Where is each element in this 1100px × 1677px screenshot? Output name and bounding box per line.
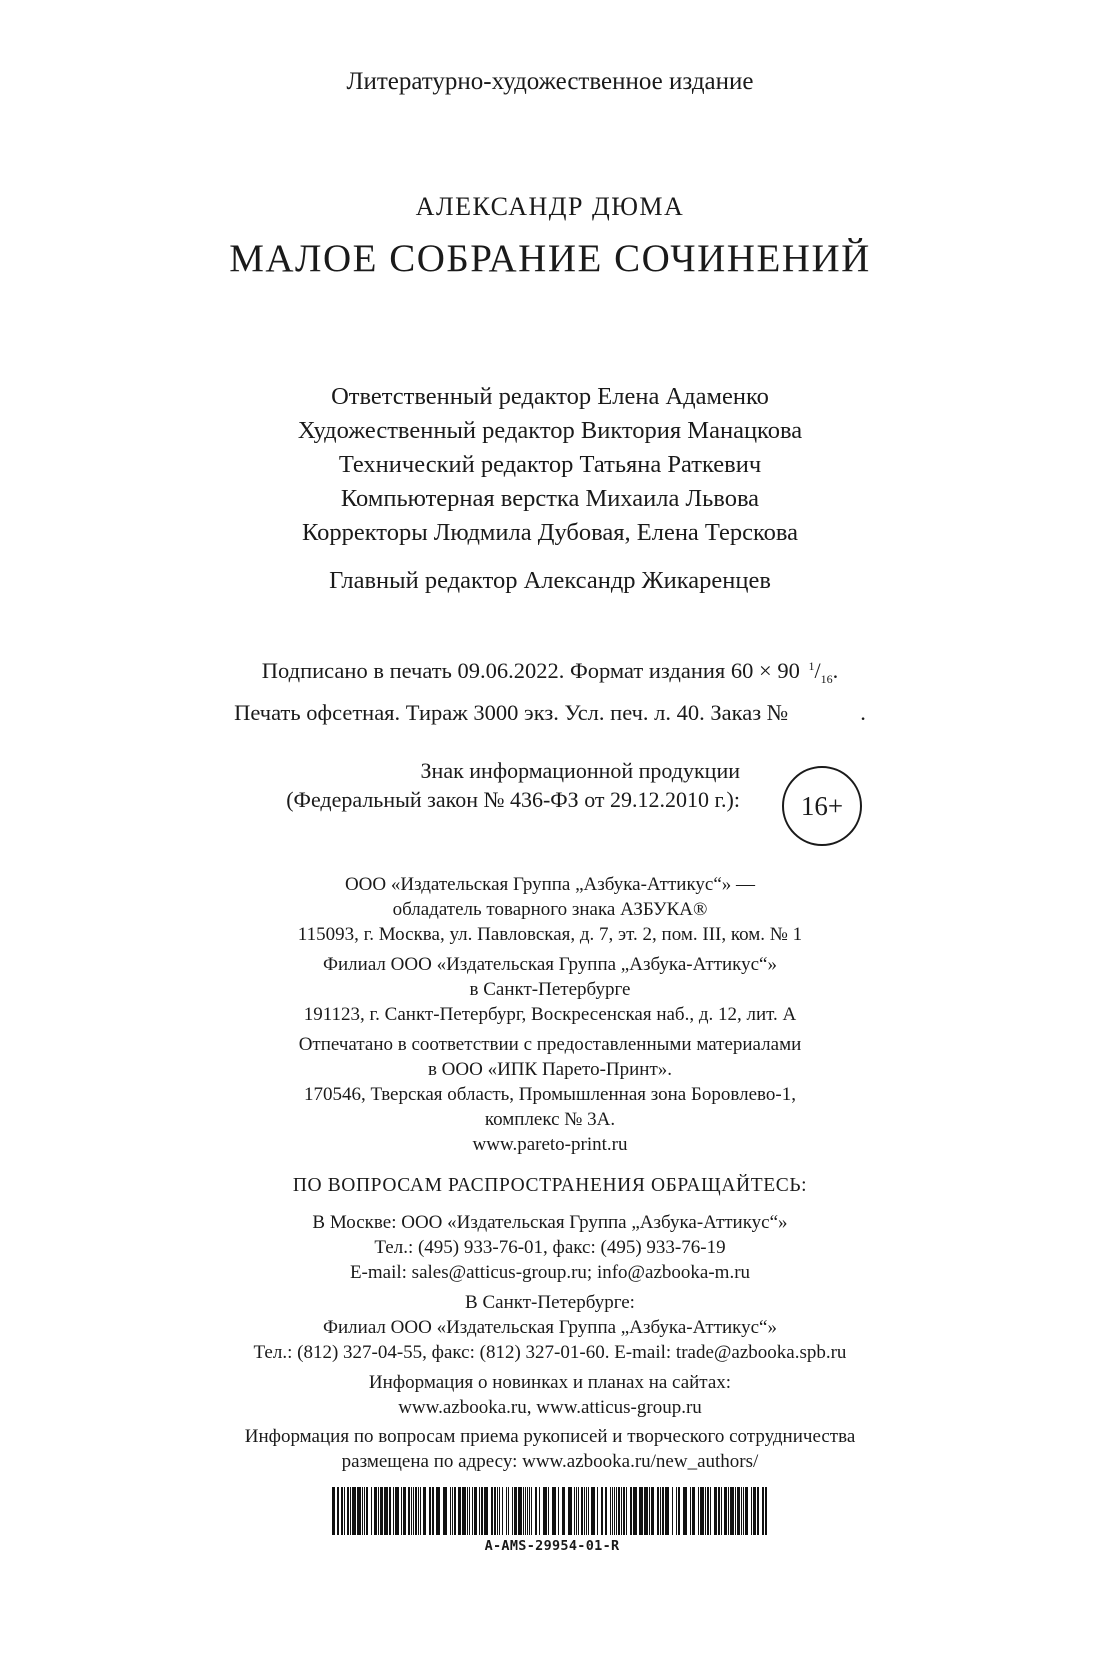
barcode-bar xyxy=(584,1487,585,1535)
barcode-bar xyxy=(683,1487,687,1535)
branch-address: 191123, г. Санкт-Петербург, Воскресенская наб., д. 12, лит. А xyxy=(303,1004,797,1025)
barcode-bar xyxy=(616,1487,617,1535)
print-info-line-1: Подписано в печать 09.06.2022. Формат издания 60 × 90 $^1/_{16}$. xyxy=(261,658,839,686)
barcode-bar xyxy=(548,1487,549,1535)
barcode-bar xyxy=(499,1487,500,1535)
print-info-line-2: Печать офсетная. Тираж 3000 экз. Усл. печ. л. 40. Заказ № . xyxy=(234,700,866,725)
barcode-bar xyxy=(344,1487,345,1535)
barcode-bar xyxy=(581,1487,583,1535)
barcode-bar xyxy=(403,1487,406,1535)
credit-line: Технический редактор Татьяна Раткевич xyxy=(338,451,762,478)
barcode-bar xyxy=(543,1487,547,1535)
barcode-bar xyxy=(514,1487,517,1535)
barcode-bar xyxy=(578,1487,579,1535)
barcode-bar xyxy=(753,1487,756,1535)
barcode-bar xyxy=(672,1487,673,1535)
barcode-bar xyxy=(371,1487,372,1535)
barcode-bar xyxy=(518,1487,522,1535)
barcode-bar xyxy=(751,1487,752,1535)
barcode-bar xyxy=(743,1487,744,1535)
barcode-bar xyxy=(623,1487,625,1535)
barcode-bar xyxy=(612,1487,613,1535)
barcode-bar xyxy=(757,1487,759,1535)
barcode-bar xyxy=(454,1487,456,1535)
printer-line: Отпечатано в соответствии с предоставленными материалами xyxy=(298,1034,802,1055)
barcode-bar xyxy=(765,1487,767,1535)
barcode-bar xyxy=(730,1487,734,1535)
barcode-bar xyxy=(418,1487,419,1535)
barcode-bar xyxy=(552,1487,556,1535)
barcode-bar xyxy=(745,1487,748,1535)
barcode-bar xyxy=(531,1487,532,1535)
barcode-bar xyxy=(618,1487,620,1535)
barcode-bar xyxy=(429,1487,431,1535)
author-name: АЛЕКСАНДР ДЮМА xyxy=(415,192,685,221)
edition-type: Литературно-художественное издание xyxy=(346,68,754,95)
publisher-line: ООО «Издательская Группа „Азбука-Аттикус“» — xyxy=(344,874,756,895)
barcode-bar xyxy=(364,1487,365,1535)
print-info xyxy=(0,650,1100,729)
barcode-bar xyxy=(350,1487,351,1535)
info-mark-law: (Федеральный закон № 436-ФЗ от 29.12.2010 г.): xyxy=(286,787,740,812)
barcode-bar xyxy=(452,1487,453,1535)
barcode-bar xyxy=(721,1487,722,1535)
barcode-bar xyxy=(614,1487,615,1535)
barcode-bar xyxy=(436,1487,440,1535)
barcode-bar xyxy=(469,1487,470,1535)
barcode-bar xyxy=(494,1487,496,1535)
barcode-bar xyxy=(710,1487,711,1535)
barcode-bar xyxy=(415,1487,417,1535)
barcode-bar xyxy=(676,1487,677,1535)
spb-line: Филиал ООО «Издательская Группа „Азбука-Аттикус“» xyxy=(323,1317,777,1338)
barcode-bar xyxy=(512,1487,513,1535)
barcode-bar xyxy=(443,1487,447,1535)
manuscripts-url: размещена по адресу: www.azbooka.ru/new_authors/ xyxy=(341,1451,759,1472)
barcode-bar xyxy=(357,1487,361,1535)
barcode-bar xyxy=(491,1487,493,1535)
barcode-bar xyxy=(432,1487,434,1535)
barcode-bar xyxy=(562,1487,565,1535)
barcode-bar xyxy=(467,1487,468,1535)
barcode-bar xyxy=(384,1487,388,1535)
barcode-bar xyxy=(601,1487,603,1535)
barcode-bar xyxy=(420,1487,421,1535)
age-rating-badge: 16+ xyxy=(782,766,862,846)
barcode-bar xyxy=(718,1487,720,1535)
barcode-bar xyxy=(724,1487,727,1535)
barcode-bar xyxy=(735,1487,736,1535)
info-product-mark xyxy=(240,756,740,814)
barcode-image xyxy=(332,1487,772,1535)
spb-contacts xyxy=(0,1290,1100,1365)
barcode-bar xyxy=(678,1487,680,1535)
moscow-line: В Москве: ООО «Издательская Группа „Азбука-Аттикус“» xyxy=(312,1212,788,1233)
moscow-email: E-mail: sales@atticus-group.ru; info@azbooka-m.ru xyxy=(349,1262,751,1283)
barcode-bar xyxy=(401,1487,402,1535)
barcode-bar xyxy=(728,1487,729,1535)
barcode-bar xyxy=(610,1487,611,1535)
barcode-bar xyxy=(586,1487,587,1535)
barcode-bar xyxy=(378,1487,379,1535)
manuscripts-block xyxy=(0,1424,1100,1474)
barcode-bar xyxy=(665,1487,669,1535)
barcode-bar xyxy=(698,1487,699,1535)
barcode-bar xyxy=(374,1487,377,1535)
format-fraction: $^1/_{16}$ xyxy=(808,658,833,686)
barcode-bar xyxy=(352,1487,356,1535)
sites-line: Информация о новинках и планах на сайтах: xyxy=(368,1372,732,1393)
barcode-bar xyxy=(497,1487,498,1535)
barcode-bar xyxy=(479,1487,480,1535)
barcode-bar xyxy=(535,1487,537,1535)
barcode-bar xyxy=(423,1487,426,1535)
barcode-bar xyxy=(714,1487,717,1535)
collection-title: МАЛОЕ СОБРАНИЕ СОЧИНЕНИЙ xyxy=(229,237,871,280)
barcode-bar xyxy=(633,1487,637,1535)
barcode-bar xyxy=(762,1487,764,1535)
barcode-bar xyxy=(366,1487,368,1535)
chief-editor: Главный редактор Александр Жикаренцев xyxy=(329,567,771,594)
print-run-text: Печать офсетная. Тираж 3000 экз. Усл. печ. л. 40. Заказ № xyxy=(234,700,789,725)
moscow-phone: Тел.: (495) 933-76-01, факс: (495) 933-76-19 xyxy=(374,1237,726,1258)
barcode-bar xyxy=(462,1487,466,1535)
barcode-bar xyxy=(362,1487,363,1535)
manuscripts-line: Информация по вопросам приема рукописей и творческого сотрудничества xyxy=(244,1426,856,1447)
barcode-bar xyxy=(741,1487,742,1535)
barcode-bar xyxy=(626,1487,627,1535)
printer-line: в ООО «ИПК Парето-Принт». xyxy=(427,1059,673,1080)
barcode-bar xyxy=(337,1487,339,1535)
barcode-bar xyxy=(393,1487,394,1535)
barcode-bar xyxy=(705,1487,706,1535)
barcode-bar xyxy=(395,1487,399,1535)
sites-urls: www.azbooka.ru, www.atticus-group.ru xyxy=(398,1397,702,1418)
barcode-bar xyxy=(639,1487,643,1535)
barcode-bar xyxy=(474,1487,477,1535)
barcode-bar xyxy=(662,1487,664,1535)
barcode-bar xyxy=(700,1487,704,1535)
barcode-bar xyxy=(630,1487,632,1535)
barcode-bar xyxy=(558,1487,559,1535)
barcode-bar xyxy=(690,1487,691,1535)
barcode-bar xyxy=(347,1487,349,1535)
barcode-bar xyxy=(389,1487,391,1535)
credits-list xyxy=(0,380,1100,550)
barcode-bar xyxy=(644,1487,648,1535)
credit-line: Художественный редактор Виктория Манацкова xyxy=(297,417,803,444)
barcode-bar xyxy=(525,1487,526,1535)
branch-line: Филиал ООО «Издательская Группа „Азбука-Аттикус“» xyxy=(323,954,777,975)
barcode-bar xyxy=(621,1487,622,1535)
printer-block xyxy=(0,1032,1100,1157)
distribution-heading: ПО ВОПРОСАМ РАСПРОСТРАНЕНИЯ ОБРАЩАЙТЕСЬ: xyxy=(292,1175,808,1196)
barcode-label: A-AMS-29954-01-R xyxy=(484,1538,620,1554)
credit-line: Ответственный редактор Елена Адаменко xyxy=(331,383,769,410)
barcode-bar xyxy=(413,1487,414,1535)
branch-line: в Санкт-Петербурге xyxy=(469,979,631,1000)
spb-line: В Санкт-Петербурге: xyxy=(465,1292,635,1313)
barcode-bar xyxy=(651,1487,654,1535)
barcode-bar xyxy=(508,1487,509,1535)
barcode-bar xyxy=(411,1487,412,1535)
barcode-bar xyxy=(692,1487,695,1535)
barcode-bar xyxy=(568,1487,572,1535)
moscow-contacts xyxy=(0,1210,1100,1285)
barcode-bar xyxy=(737,1487,740,1535)
barcode-bar xyxy=(332,1487,335,1535)
barcode-bar xyxy=(539,1487,540,1535)
barcode-bar xyxy=(597,1487,598,1535)
barcode-bar xyxy=(574,1487,575,1535)
spb-phone-email: Тел.: (812) 327-04-55, факс: (812) 327-01-60. E-mail: trade@azbooka.spb.ru xyxy=(253,1342,847,1363)
barcode-bar xyxy=(472,1487,473,1535)
barcode-bar xyxy=(380,1487,383,1535)
barcode-bar xyxy=(605,1487,607,1535)
barcode-bar xyxy=(450,1487,451,1535)
publisher-line: обладатель товарного знака АЗБУКА® xyxy=(392,899,708,920)
barcode-bar xyxy=(408,1487,410,1535)
barcode-bar xyxy=(657,1487,659,1535)
sites-block xyxy=(0,1370,1100,1420)
barcode-bar xyxy=(458,1487,461,1535)
barcode-bar xyxy=(529,1487,530,1535)
barcode-bar xyxy=(576,1487,577,1535)
barcode-bar xyxy=(341,1487,343,1535)
barcode-bar xyxy=(649,1487,650,1535)
barcode-bar xyxy=(527,1487,528,1535)
publisher-block xyxy=(0,872,1100,947)
barcode-bar xyxy=(588,1487,589,1535)
barcode-bar xyxy=(506,1487,507,1535)
credit-line: Компьютерная верстка Михаила Львова xyxy=(340,485,760,512)
printer-address: 170546, Тверская область, Промышленная зона Боровлево-1, xyxy=(304,1084,796,1105)
barcode-bar xyxy=(660,1487,661,1535)
barcode-bar xyxy=(484,1487,488,1535)
credit-line: Корректоры Людмила Дубовая, Елена Терскова xyxy=(301,519,798,546)
barcode-bar xyxy=(502,1487,503,1535)
barcode-bar xyxy=(523,1487,524,1535)
barcode-bar xyxy=(707,1487,709,1535)
barcode-bar xyxy=(591,1487,595,1535)
info-mark-line: Знак информационной продукции xyxy=(420,758,740,783)
barcode-bar xyxy=(481,1487,483,1535)
printer-address: комплекс № 3А. xyxy=(484,1109,616,1130)
branch-block xyxy=(0,952,1100,1027)
print-signing-text: Подписано в печать 09.06.2022. Формат издания 60 × 90 xyxy=(261,658,800,683)
printer-website: www.pareto-print.ru xyxy=(472,1134,628,1155)
publisher-address: 115093, г. Москва, ул. Павловская, д. 7, эт. 2, пом. III, ком. № 1 xyxy=(297,924,803,945)
